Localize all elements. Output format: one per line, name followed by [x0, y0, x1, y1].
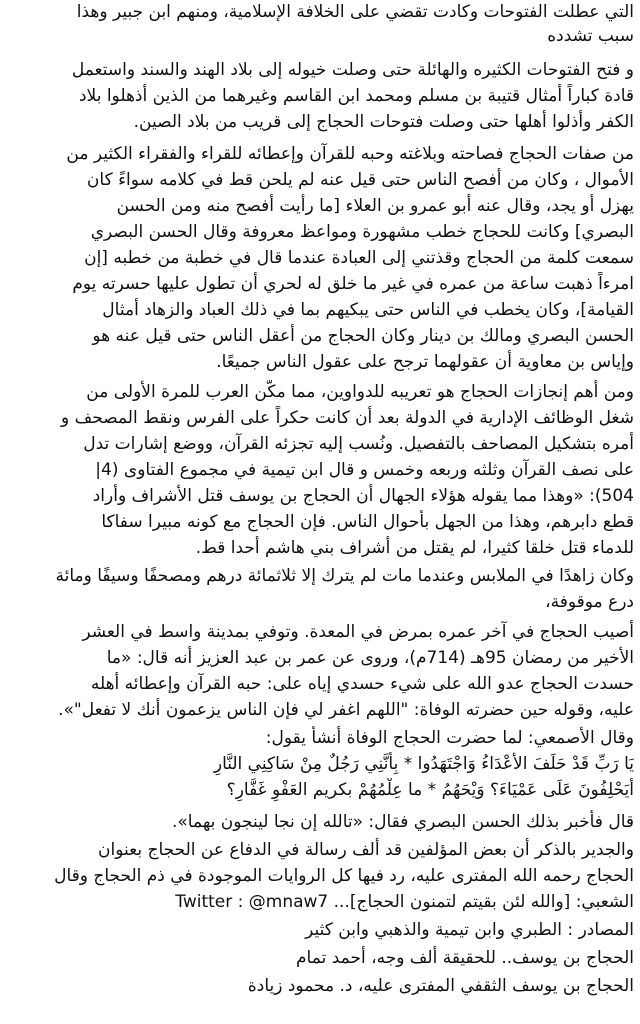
text-line: 504): «وهذا مما يقوله هؤلاء الجهال أن الحجاج بن يوسف قتل الأشراف وأراد — [92, 486, 634, 506]
text-line: سبب تشدده — [547, 26, 634, 46]
text-line: الأموال ، وكان من أفصح الناس حتى قيل عنه لم يلحن قط في كلامه سواءً كان — [86, 170, 634, 190]
text-line: درع موقوفة، — [545, 592, 634, 612]
sources-line: المصادر : الطبري وابن تيمية والذهبي وابن كثير — [305, 920, 634, 940]
text-line: وإياس بن معاوية أن عقولهما ترجح على عقول الناس جميعًا. — [216, 352, 634, 372]
text-line: الشعبي: [والله لئن بقيتم لتمنون الحجاج]... Twitter : @mnaw7 — [175, 892, 634, 912]
text-line: عليه، وقوله حين حضرته الوفاة: "اللهم اغفر لي فإن الناس يزعمون أنك لا تفعل"». — [58, 700, 634, 720]
text-line: وكان زاهدًا في الملابس وعندما مات لم يترك إلا ثلاثمائة درهم ومصحفًا وسيفًا ومائة — [55, 566, 634, 586]
text-line: الحجاج رحمه الله المفترى عليه، رد فيها كل الروايات الموجودة في ذم الحجاج وقال — [54, 866, 634, 886]
text-line: أمره بتشكيل المصاحف بالتفصيل. ونُسب إليه تجزئه القرآن، ووضع إشارات تدل — [83, 434, 634, 454]
sources-line: الحجاج بن يوسف.. للحقيقة ألف وجه، أحمد تمام — [296, 948, 634, 968]
text-line: قال فأُخبر بذلك الحسن البصري فقال: «تالله إن نجا لينجون بهما». — [172, 812, 634, 832]
text-line: التي عطلت الفتوحات وكادت تقضي على الخلافة الإسلامية، ومنهم ابن جبير وهذا — [76, 2, 634, 22]
text-line: شغل الوظائف الإدارية في الدولة بعد أن كانت حكراً على الفرس ونقط المصحف و — [61, 408, 634, 428]
text-line: للدماء قتل خلقا كثيرا، لم يقتل من أشراف بني هاشم أحدا قط. — [195, 538, 634, 558]
text-line: القيامة]، وكان يخطب في الناس حتى يبكيهم بما في ذلك العباد والزهاد أمثال — [102, 300, 634, 320]
text-line: قطع دابرهم، وهذا من الجهل بأحوال الناس. فإن الحجاج مع كونه مبيرا سفاكا — [101, 512, 634, 532]
text-line: البصري] وكانت للحجاج خطب مشهورة ومواعظ معروفة وقال الحسن البصري — [90, 222, 634, 242]
text-line: الحسن البصري ومالك بن دينار وكان الحجاج من أعقل الناس حتى قيل عنه هو — [92, 326, 634, 346]
text-line: من صفات الحجاج فصاحته وبلاغته وحبه للقرآن وإعطائه للقراء والفقراء الكثير من — [66, 144, 634, 164]
poem-line: يَا رَبِّ قَدْ حَلَفَ الأَعْدَاءُ وَاجْتَهَدُوا * بِأَنَّنِي رَجُلٌ مِنْ سَاكِنِي النَّارِ — [213, 754, 634, 774]
text-line: الكفر وأذلوا أهلها حتى وصلت فتوحات الحجاج إلى قريب من بلاد الصين. — [133, 112, 634, 132]
text-line: أصيب الحجاج في آخر عمره بمرض في المعدة. وتوفي بمدينة واسط في العشر — [82, 622, 634, 642]
text-line: وقال الأصمعي: لما حضرت الحجاج الوفاة أنشأ يقول: — [265, 728, 634, 748]
text-line: و فتح الفتوحات الكثيره والهائلة حتى وصلت خيوله إلى بلاد الهند والسند واستعمل — [71, 60, 634, 80]
sources-line: الحجاج بن يوسف الثقفي المفترى عليه، د. محمود زيادة — [247, 976, 634, 996]
text-line: سمعت كلمة من الحجاج وقذتني إلى العبادة عندما قال في خطبة من خطبه [إن — [84, 248, 634, 268]
text-line: على نصف القرآن وثلثه وربعه وخمس و قال ابن تيمية في مجموع الفتاوى (4| — [95, 460, 634, 480]
text-line: امرءاً ذهبت ساعة من عمره في غير ما خلق له لحري أن تطول عليها حسرته يوم — [72, 274, 634, 294]
text-line: الأخير من رمضان 95هـ (714م)، وروى عن عمر بن عبد العزيز أنه قال: «ما — [106, 648, 634, 668]
text-line: حسدت الحجاج عدو الله على شيء حسدي إياه على: حبه القرآن وإعطائه أهله — [90, 674, 634, 694]
poem-line: أَيَحْلِفُونَ عَلَى عَمْيَاءَ؟ وَيْحَهُمُ * ما عِلْمُهُمْ بكريم العَفْوِ غَفَّارِ؟ — [226, 780, 634, 800]
text-line: والجدير بالذكر أن بعض المؤلفين قد ألف رسالة في الدفاع عن الحجاج بعنوان — [98, 840, 634, 860]
text-line: ومن أهم إنجازات الحجاج هو تعريبه للدواوين، مما مكّن العرب للمرة الأولى من — [86, 382, 634, 402]
text-line: قادة كباراً أمثال قتيبة بن مسلم ومحمد ابن القاسم وغيرهما من الذين أذهلوا بلاد — [78, 86, 634, 106]
text-line: يهزل أو يجد، وقال عنه أبو عمرو بن العلاء [ما رأيت أفصح منه ومن الحسن — [116, 196, 634, 216]
